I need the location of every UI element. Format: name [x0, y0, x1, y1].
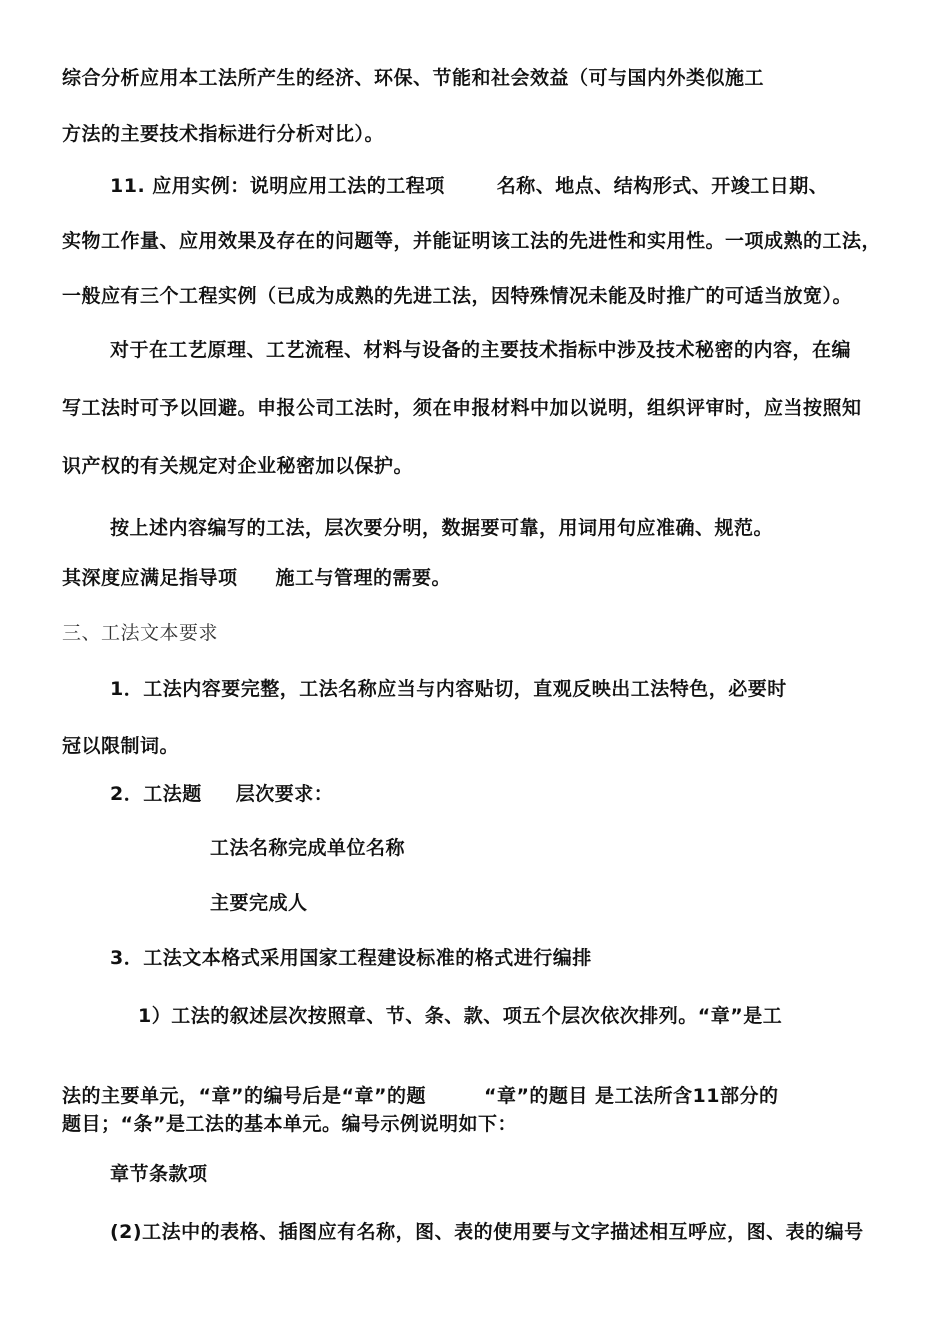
list-item: 3．工法文本格式采用国家工程建设标准的格式进行编排 — [110, 947, 592, 969]
line-segment: 2．工法题 — [110, 783, 202, 805]
paragraph-line — [110, 174, 828, 198]
paragraph-line: 冠以限制词。 — [62, 735, 180, 757]
paragraph-line — [62, 1084, 778, 1108]
paragraph-line: 识产权的有关规定对企业秘密加以保护。 — [62, 455, 414, 477]
list-item: 1．工法内容要完整，工法名称应当与内容贴切，直观反映出工法特色，必要时 — [110, 678, 787, 700]
line-segment: 法的主要单元，“章”的编号后是“章”的题 — [62, 1085, 426, 1107]
paragraph-line: 方法的主要技术指标进行分析对比）。 — [62, 123, 385, 145]
sub-list-item: (2)工法中的表格、插图应有名称，图、表的使用要与文字描述相互呼应，图、表的编号 — [110, 1221, 864, 1243]
paragraph-line: 一般应有三个工程实例（已成为成熟的先进工法，因特殊情况未能及时推广的可适当放宽）。 — [62, 285, 853, 307]
paragraph-line: 实物工作量、应用效果及存在的问题等，并能证明该工法的先进性和实用性。一项成熟的工法， — [62, 230, 882, 252]
line-segment: “章”的题目 是工法所含11部分的 — [483, 1085, 779, 1107]
line-segment: 其深度应满足指导项 — [62, 567, 238, 589]
line-segment: 施工与管理的需要。 — [275, 567, 452, 589]
line-segment: 11. 应用实例：说明应用工法的工程项 — [110, 175, 445, 197]
paragraph-line: 题目；“条”是工法的基本单元。编号示例说明如下： — [62, 1113, 517, 1135]
paragraph-line: 综合分析应用本工法所产生的经济、环保、节能和社会效益（可与国内外类似施工 — [62, 67, 765, 89]
sub-list-item: 1）工法的叙述层次按照章、节、条、款、项五个层次依次排列。“章”是工 — [138, 1005, 783, 1027]
list-item — [110, 782, 333, 806]
section-heading: 三、工法文本要求 — [62, 622, 219, 644]
numbering-example: 章节条款项 — [110, 1163, 208, 1185]
line-segment: 名称、地点、结构形式、开竣工日期、 — [496, 175, 829, 197]
title-format-line: 工法名称完成单位名称 — [210, 837, 406, 859]
paragraph-line: 写工法时可予以回避。申报公司工法时，须在申报材料中加以说明，组织评审时，应当按照知 — [62, 397, 862, 419]
line-segment: 层次要求： — [235, 783, 334, 805]
title-format-line: 主要完成人 — [210, 892, 308, 914]
paragraph-line: 按上述内容编写的工法，层次要分明，数据要可靠，用词用句应准确、规范。 — [110, 517, 774, 539]
paragraph-line — [62, 566, 451, 590]
paragraph-line: 对于在工艺原理、工艺流程、材料与设备的主要技术指标中涉及技术秘密的内容，在编 — [110, 339, 852, 361]
